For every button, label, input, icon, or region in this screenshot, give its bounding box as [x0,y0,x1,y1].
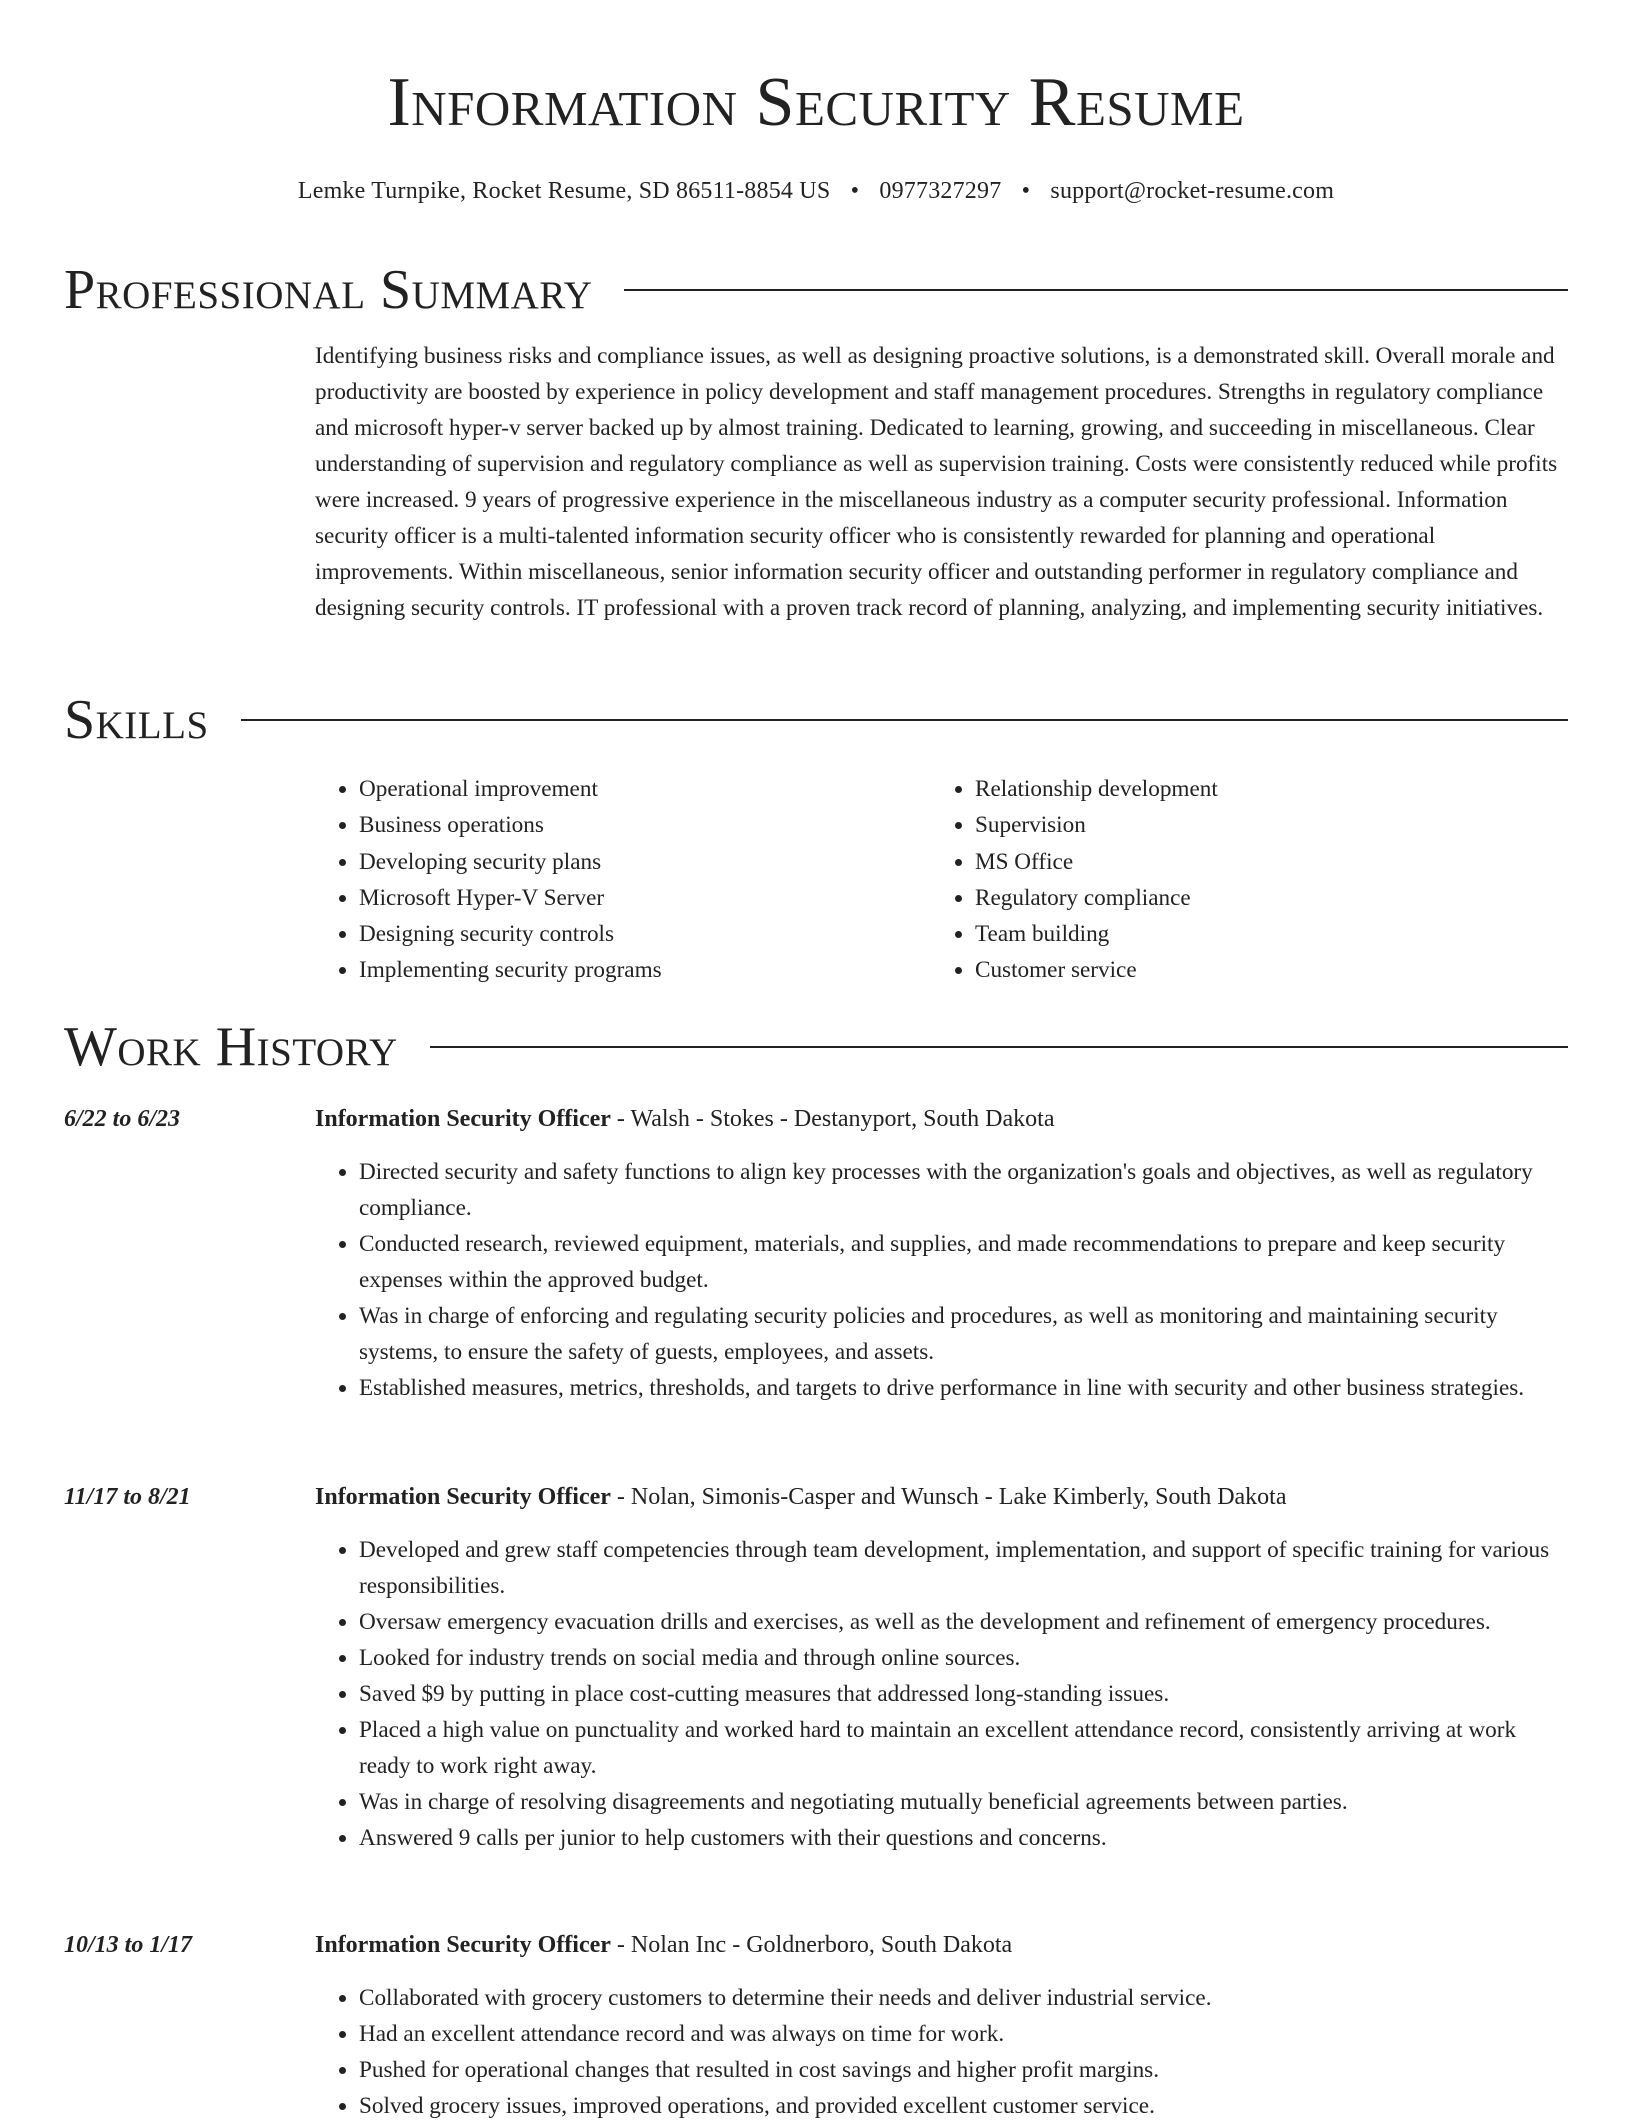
job-bullet: • Developed and grew staff competencies through team development, implementation, and support of specific training for various responsibilities. [359,1532,1568,1604]
skill-item: • MS Office [975,844,1218,880]
job-bullet: • Pushed for operational changes that resulted in cost savings and higher profit margins. [359,2052,1568,2088]
job-bullet: • Collaborated with grocery customers to determine their needs and deliver industrial service. [359,1980,1568,2016]
skill-item: • Developing security plans [359,844,662,880]
job-bullet: • Had an excellent attendance record and was always on time for work. [359,2016,1568,2052]
job-company: - Nolan, Simonis-Casper and Wunsch - Lake Kimberly, South Dakota [610,1484,1287,1510]
skill-item: • Team building [975,916,1218,952]
job-company: - Walsh - Stokes - Destanyport, South Dakota [610,1106,1055,1132]
job-header [315,1479,1568,1515]
section-divider [430,1046,1568,1048]
job-bullet: • Was in charge of enforcing and regulating security policies and procedures, as well as monitoring and maintaining security systems, to ensure the safety of guests, employees, and assets. [359,1298,1568,1370]
skills-section-header [64,688,1568,752]
separator-dot: • [850,178,860,204]
job-company: - Nolan Inc - Goldnerboro, South Dakota [610,1932,1013,1958]
job-dates: 11/17 to 8/21 [64,1484,191,1510]
job-bullet: • Directed security and safety functions to align key processes with the organization's goals and objectives, as well as regulatory compliance. [359,1154,1568,1226]
job-bullet: • Solved grocery issues, improved operations, and provided excellent customer service. [359,2088,1568,2124]
skill-item: • Implementing security programs [359,952,662,988]
skill-item: • Supervision [975,807,1218,843]
job-bullets [315,1980,1568,2124]
job-title: Information Security Officer [315,1932,611,1958]
job-title: Information Security Officer [315,1106,611,1132]
job-bullet: • Placed a high value on punctuality and worked hard to maintain an excellent attendance record, consistently arriving at work ready to work right away. [359,1712,1568,1784]
job-bullet: • Was in charge of resolving disagreements and negotiating mutually beneficial agreements between parties. [359,1784,1568,1820]
skills-column-1 [315,771,662,989]
job-bullet: • Looked for industry trends on social media and through online sources. [359,1640,1568,1676]
job-bullet: • Conducted research, reviewed equipment, materials, and supplies, and made recommendations to prepare and keep security expenses within the approved budget. [359,1226,1568,1298]
summary-text: Identifying business risks and compliance issues, as well as designing proactive solutions, is a demonstrated skill. Overall morale and productivity are boosted by experience in policy development and staff management procedures. Strengths in regulatory compliance and microsoft hyper-v server backed up by almost training. Dedicated to learning, growing, and succeeding in miscellaneous. Clear understanding of supervision and regulatory compliance as well as supervision training. Costs were consistently reduced while profits were increased. 9 years of progressive experience in the miscellaneous industry as a computer security professional. Information security officer is a multi-talented information security officer who is consistently rewarded for planning and operational improvements. Within miscellaneous, senior information security officer and outstanding performer in regulatory compliance and designing security controls. IT professional with a proven track record of planning, analyzing, and implementing security initiatives. [315,343,1558,621]
skill-item: • Business operations [359,807,662,843]
section-divider [241,719,1568,721]
separator-dot: • [1021,178,1031,204]
resume-title: Information Security Resume [387,64,1245,141]
job-bullets [315,1154,1568,1406]
skill-item: • Customer service [975,952,1218,988]
skill-item: • Regulatory compliance [975,880,1218,916]
work-heading: Work History [64,1016,398,1078]
job-title: Information Security Officer [315,1484,611,1510]
email: support@rocket-resume.com [1050,178,1335,204]
job-dates: 10/13 to 1/17 [64,1932,193,1958]
job-bullet: • Oversaw emergency evacuation drills and exercises, as well as the development and refinement of emergency procedures. [359,1604,1568,1640]
summary-section-header [64,258,1568,322]
address: Lemke Turnpike, Rocket Resume, SD 86511-8854 US [297,178,831,204]
skill-item: • Relationship development [975,771,1218,807]
skill-item: • Designing security controls [359,916,662,952]
job-bullets [315,1532,1568,1856]
job-bullet: • Saved $9 by putting in place cost-cutting measures that addressed long-standing issues. [359,1676,1568,1712]
job-header [315,1927,1568,1963]
skills-heading: Skills [64,689,209,751]
job-dates: 6/22 to 6/23 [64,1106,181,1132]
summary-heading: Professional Summary [64,259,593,321]
skill-item: • Microsoft Hyper-V Server [359,880,662,916]
skills-column-2 [931,771,1218,989]
phone: 0977327297 [879,178,1002,204]
contact-line [0,174,1632,208]
job-header [315,1101,1568,1137]
work-section-header [64,1015,1568,1079]
skill-item: • Operational improvement [359,771,662,807]
section-divider [624,289,1568,291]
job-bullet: • Established measures, metrics, thresholds, and targets to drive performance in line with security and other business strategies. [359,1370,1568,1406]
job-bullet: • Answered 9 calls per junior to help customers with their questions and concerns. [359,1820,1568,1856]
